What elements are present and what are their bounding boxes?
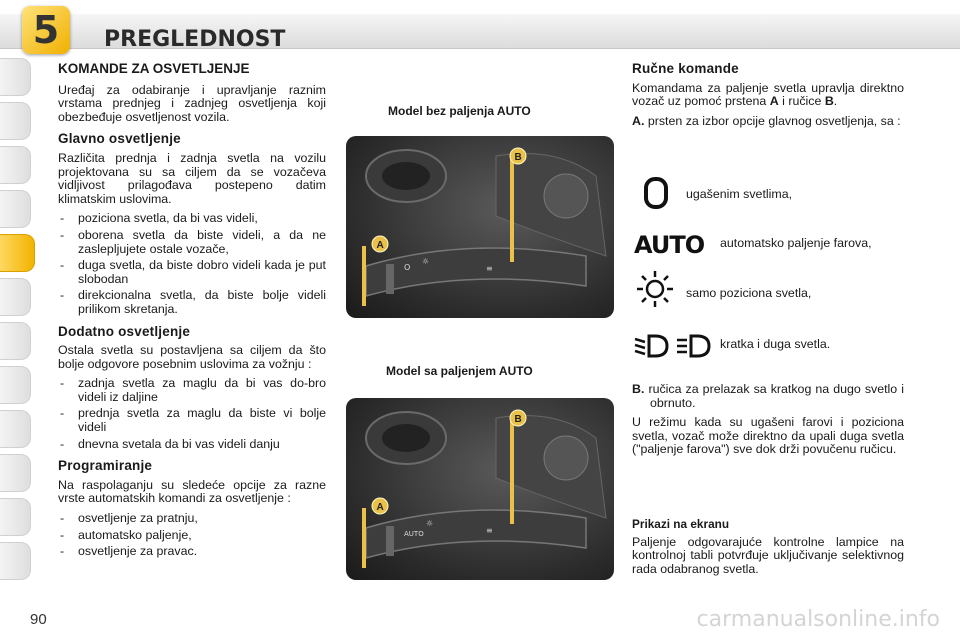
ring-a-description: A. prsten za izbor opcije glavnog osvetljenja, sa : [632, 113, 901, 128]
side-tab[interactable] [0, 410, 31, 448]
model-with-auto-label: Model sa paljenjem AUTO [386, 364, 533, 378]
header-bar [0, 14, 960, 52]
list-item: - zadnja svetla za maglu da bi vas do-bro videli iz daljine [58, 377, 326, 404]
lever-b-description: B. ručica za prelazak sa kratkog na dugo svetlo i obrnuto. [632, 382, 904, 410]
side-tab-active[interactable] [0, 234, 35, 272]
stalk-photo-without-auto [346, 136, 614, 318]
right-column [632, 62, 904, 134]
dipped-beam-icon [635, 336, 667, 356]
watermark: carmanualsonline.info [696, 607, 940, 632]
side-tab[interactable] [0, 322, 31, 360]
list-item: - osvetljenje za pravac. [58, 545, 326, 559]
display-title: Prikazi na ekranu [632, 517, 730, 531]
sidelight-icon [636, 270, 674, 308]
stalk-illustration [346, 136, 614, 318]
side-tab[interactable] [0, 542, 31, 580]
chapter-title: PREGLEDNOST [104, 27, 286, 52]
svg-text:≡: ≡ [486, 264, 493, 273]
page-number: 90 [30, 611, 47, 628]
svg-text:O: O [404, 263, 411, 272]
side-tab[interactable] [0, 102, 31, 140]
flash-description: U režimu kada su ugašeni farovi i poziciona svetla, vozač može direktno da upali duga svetla ("paljenje farova") sve dok drži povučenu ručicu. [632, 415, 904, 457]
auto-mark: AUTO [404, 530, 424, 538]
side-tab[interactable] [0, 58, 31, 96]
off-ring-icon [643, 177, 669, 209]
callout-a: A [376, 240, 384, 251]
programming-title: Programiranje [58, 458, 153, 474]
intro-paragraph: Uređaj za odabiranje i upravljanje raznim vrstama prednjeg i zadnjeg osvetljenja koji obezbeđuje osvetljenost vozila. [58, 82, 326, 124]
chapter-number-badge: 5 [22, 6, 70, 54]
option-auto-label: automatsko paljenje farova, [720, 236, 872, 250]
headlight-icons [633, 333, 711, 359]
callout-b: B [514, 414, 522, 425]
extra-lighting-title: Dodatno osvetljenje [58, 323, 191, 339]
list-item: - oborena svetla da biste videli, a da ne zaslepljujete ostale vozače, [58, 229, 326, 256]
main-lighting-text: Različita prednja i zadnja svetla na vozilu projektovana su sa ciljem da se vozačeva vidljivost prilagođava postepeno datim klimatskim uslovima. [58, 150, 326, 206]
extra-lighting-text: Ostala svetla su postavljena sa ciljem da što bolje odgovore posebnim uslovima za vožnju : [58, 343, 326, 371]
side-tab[interactable] [0, 454, 31, 492]
left-column [58, 62, 326, 563]
auto-icon: AUTO [634, 231, 705, 259]
programming-text: Na raspolaganju su sledeće opcije za razne vrste automatskih komandi za osvetljenje : [58, 477, 326, 506]
side-tab[interactable] [0, 190, 31, 228]
stalk-illustration [346, 398, 614, 580]
model-without-auto-label: Model bez paljenja AUTO [388, 104, 531, 118]
svg-text:☼: ☼ [426, 519, 434, 528]
option-off-label: ugašenim svetlima, [686, 187, 793, 201]
display-section [632, 518, 904, 582]
list-item: - poziciona svetla, da bi vas videli, [58, 212, 326, 226]
list-item: - prednja svetla za maglu da biste vi bolje videli [58, 407, 326, 434]
right-column-lower [632, 383, 904, 463]
side-tab[interactable] [0, 278, 31, 316]
callout-b: B [514, 152, 522, 163]
list-item: - osvetljenje za pratnju, [58, 512, 326, 526]
main-lighting-list [58, 212, 326, 316]
manual-controls-intro: Komandama za paljenje svetla upravlja direktno vozač uz pomoć prstena A i ručice B. [632, 80, 904, 109]
extra-lighting-list [58, 377, 326, 451]
list-item: - dnevna svetala da bi vas videli danju [58, 438, 326, 452]
display-text: Paljenje odgovarajuće kontrolne lampice na kontrolnoj tabli potvrđuje uključivanje selektivnog rada odabranog svetla. [632, 534, 904, 576]
list-item: - duga svetla, da biste dobro videli kada je put slobodan [58, 259, 326, 286]
svg-text:☼: ☼ [422, 257, 430, 266]
callout-a: A [376, 502, 384, 513]
option-sidelights-label: samo poziciona svetla, [686, 286, 812, 300]
stalk-photo-with-auto [346, 398, 614, 580]
list-item: - direkcionalna svetla, da biste bolje videli prilikom skretanja. [58, 289, 326, 316]
programming-list [58, 512, 326, 559]
side-tab[interactable] [0, 366, 31, 404]
section-heading: KOMANDE ZA OSVETLJENJE [58, 61, 250, 76]
main-beam-icon [677, 336, 709, 356]
side-tab[interactable] [0, 146, 31, 184]
list-item: - automatsko paljenje, [58, 529, 326, 543]
manual-controls-title: Ručne komande [632, 61, 739, 76]
side-tab[interactable] [0, 498, 31, 536]
svg-text:≡: ≡ [486, 526, 493, 535]
main-lighting-title: Glavno osvetljenje [58, 131, 181, 147]
side-tabs [0, 58, 38, 586]
option-headlights-label: kratka i duga svetla. [720, 337, 831, 351]
